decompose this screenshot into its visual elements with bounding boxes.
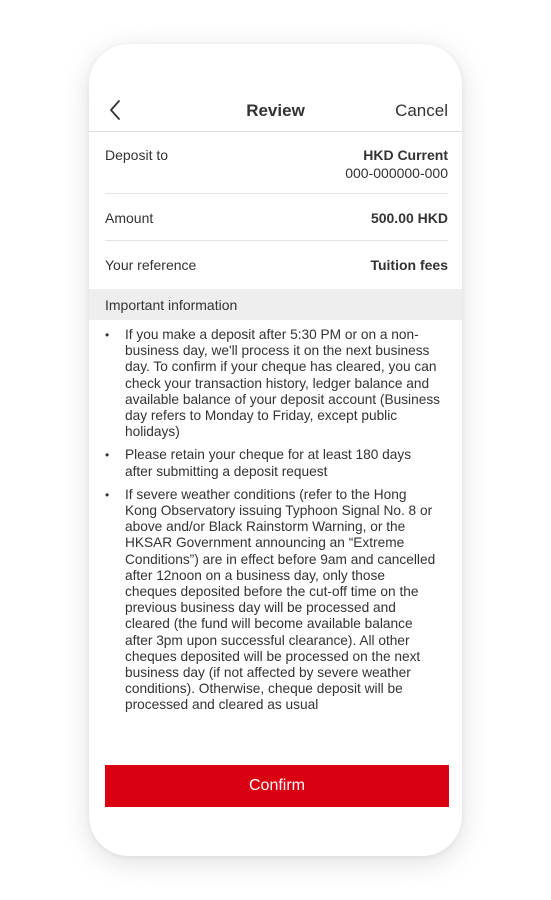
- important-info-list: [105, 327, 440, 721]
- nav-header: [89, 44, 462, 132]
- account-type: HKD Current: [363, 147, 448, 163]
- phone-frame: [89, 44, 462, 856]
- list-item: [105, 487, 440, 714]
- info-text: Please retain your cheque for at least 180 days after submitting a deposit request: [125, 447, 412, 479]
- important-info-header: [89, 289, 462, 320]
- amount-label: Amount: [105, 210, 154, 226]
- reference-row: [105, 257, 448, 277]
- amount-value: 500.00 HKD: [370, 210, 448, 226]
- page-title: Review: [246, 101, 305, 120]
- reference-label: Your reference: [105, 257, 197, 273]
- divider: [105, 193, 448, 194]
- info-text: If you make a deposit after 5:30 PM or on a non-business day, we'll process it on the next business day. To confirm if your cheque has cleared, you can check your transaction history, ledger balance and available balance of your deposit account (Business day refers to Monday to Friday, except public holidays): [125, 327, 441, 440]
- info-text: If severe weather conditions (refer to the Hong Kong Observatory issuing Typhoon Signal No. 8 or above and/or Black Rainstorm Warning, or the HKSAR Government announcing an “Extreme Conditions”) are in effect before 9am and cancelled after 12noon on a business day, only those cheques deposited before the cut-off time on the previous business day will be processed and cleared (the fund will become available balance after 3pm upon successful clearance). All other cheques deposited will be processed on the next business day (if not affected by severe weather conditions). Otherwise, cheque deposit will be processed and cleared as usual: [125, 486, 436, 713]
- divider: [105, 240, 448, 241]
- bullet: •: [105, 448, 110, 463]
- list-item: [105, 447, 440, 479]
- deposit-to-label: Deposit to: [105, 147, 169, 163]
- cancel-button[interactable]: Cancel: [395, 101, 448, 120]
- amount-row: [105, 210, 448, 230]
- account-number: 000-000000-000: [345, 165, 448, 181]
- important-info-title: Important information: [105, 297, 238, 313]
- reference-value: Tuition fees: [370, 257, 448, 273]
- bullet: •: [105, 328, 110, 342]
- bullet: •: [105, 487, 110, 502]
- list-item: [105, 327, 440, 440]
- confirm-button[interactable]: Confirm: [105, 765, 449, 807]
- deposit-to-row: [105, 147, 448, 187]
